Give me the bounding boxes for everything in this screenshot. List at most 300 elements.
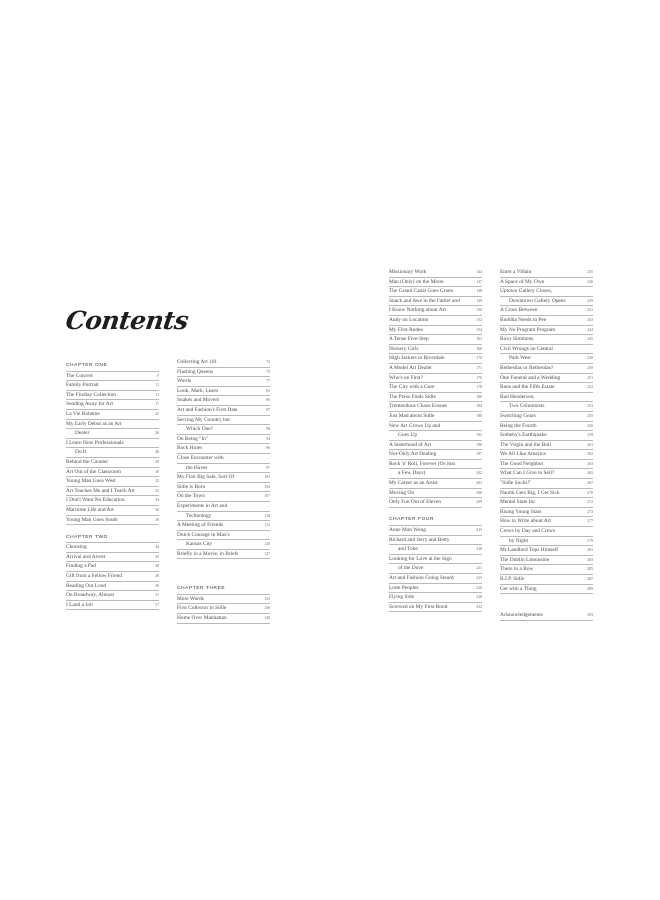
toc-entry bbox=[66, 601, 159, 610]
toc-entry-page: 51 bbox=[155, 593, 159, 598]
toc-entry-page: 28 bbox=[155, 450, 159, 455]
toc-entry-title: Not-Only Art Dealing bbox=[389, 451, 437, 458]
toc-entry-page: 22 bbox=[155, 411, 159, 416]
toc-entry-title: Maritime Life and Art bbox=[66, 506, 114, 513]
toc-entry bbox=[66, 496, 159, 505]
toc-entry bbox=[389, 374, 482, 383]
toc-entry bbox=[389, 297, 482, 306]
toc-entry-page: 239 bbox=[587, 298, 593, 303]
toc-entry bbox=[177, 502, 270, 511]
toc-entry bbox=[389, 479, 482, 488]
toc-entry bbox=[66, 391, 159, 400]
toc-entry bbox=[389, 393, 482, 402]
toc-entry bbox=[389, 364, 482, 373]
toc-entry-page: 209 bbox=[476, 500, 482, 505]
toc-entry bbox=[389, 593, 482, 602]
spacer bbox=[500, 603, 593, 612]
toc-entry-title: Crews by Day and Crews bbox=[500, 528, 556, 535]
toc-entry bbox=[177, 512, 270, 521]
toc-entry-title: Enter a Villain bbox=[500, 269, 532, 275]
toc-entry-title: Dutch Courage in Max's bbox=[177, 531, 230, 538]
toc-entry-page: 29 bbox=[155, 459, 159, 464]
toc-entry-page: 253 bbox=[587, 404, 593, 409]
toc-entry-page: 140 bbox=[264, 616, 270, 621]
toc-entry bbox=[500, 498, 593, 507]
toc-entry-page: 206 bbox=[476, 490, 482, 495]
toc-entry bbox=[389, 278, 482, 287]
toc-entry-title: Rock Holes bbox=[177, 445, 203, 452]
toc-entry-page: 171 bbox=[476, 365, 482, 370]
toc-entry bbox=[177, 473, 270, 482]
toc-entry-title: Words bbox=[177, 378, 191, 385]
toc-entry bbox=[389, 402, 482, 411]
toc-entry-page: 11 bbox=[155, 383, 159, 388]
toc-entry-title: First Collector in Sidle bbox=[177, 605, 227, 612]
toc-entry bbox=[389, 469, 482, 478]
toc-entry bbox=[500, 585, 593, 594]
spacer bbox=[177, 568, 270, 577]
toc-entry-page: 203 bbox=[476, 481, 482, 486]
toc-entry-title: The Press Finds Sidle bbox=[389, 393, 436, 400]
toc-entry-title: Goes Up bbox=[398, 432, 418, 439]
toc-entry bbox=[500, 460, 593, 469]
toc-entry-title: On Broadway, Almost bbox=[66, 592, 115, 599]
toc-entry-title: Young Man Goes West bbox=[66, 478, 116, 485]
toc-entry-page: 17 bbox=[155, 402, 159, 407]
toc-entry bbox=[389, 383, 482, 392]
toc-entry-title: More Words bbox=[177, 595, 204, 602]
toc-entry bbox=[500, 364, 593, 373]
toc-entry bbox=[500, 374, 593, 383]
toc-column-4 bbox=[500, 268, 593, 621]
toc-entry bbox=[177, 492, 270, 501]
toc-entry-page: 252 bbox=[587, 385, 593, 390]
toc-entry bbox=[500, 431, 593, 440]
toc-entry bbox=[500, 441, 593, 450]
toc-entry bbox=[500, 326, 593, 335]
toc-entry-page: 144 bbox=[476, 270, 482, 274]
toc-entry bbox=[389, 536, 482, 545]
toc-entry-page: 228 bbox=[476, 595, 482, 600]
toc-entry bbox=[66, 420, 159, 429]
toc-entry-page: 44 bbox=[155, 545, 159, 550]
toc-entry-title: Mr Landlord Tops Himself bbox=[500, 547, 559, 554]
toc-entry-page: 176 bbox=[476, 375, 482, 380]
toc-entry bbox=[66, 562, 159, 571]
toc-entry-page: 147 bbox=[476, 279, 482, 284]
toc-entry-title: My Early Debut as an Art bbox=[66, 420, 122, 427]
toc-entry bbox=[66, 439, 159, 448]
toc-entry bbox=[66, 516, 159, 525]
toc-entry-page: 184 bbox=[476, 404, 482, 409]
toc-entry-title: Experiments in Art and bbox=[177, 502, 228, 509]
toc-entry-page: 152 bbox=[476, 317, 482, 322]
toc-entry-page: 279 bbox=[587, 538, 593, 543]
toc-entry bbox=[389, 316, 482, 325]
toc-entry bbox=[500, 354, 593, 363]
toc-entry-page: 241 bbox=[587, 308, 593, 313]
toc-entry-page: 36 bbox=[155, 507, 159, 512]
toc-entry bbox=[500, 450, 593, 459]
toc-entry bbox=[66, 429, 159, 438]
toc-entry-page: 90 bbox=[266, 427, 270, 432]
toc-entry-page: 232 bbox=[476, 604, 482, 609]
toc-entry-page: 245 bbox=[587, 337, 593, 342]
toc-entry-title: Do It bbox=[75, 449, 87, 456]
toc-entry-page: 180 bbox=[476, 394, 482, 399]
toc-entry-title: The Dublin Limousine bbox=[500, 556, 550, 563]
toc-entry-page: 262 bbox=[587, 452, 593, 457]
toc-entry-title: Serving My Country but bbox=[177, 416, 230, 423]
row-divider bbox=[177, 623, 270, 624]
toc-entry-title: Which One? bbox=[186, 426, 214, 433]
toc-entry-page: 39 bbox=[155, 517, 159, 522]
toc-entry-title: Sidle is Born bbox=[177, 483, 206, 490]
toc-entry-title: The City with a Cure bbox=[389, 384, 435, 391]
chapter-heading bbox=[389, 516, 482, 525]
toc-entry-title: Being the Fourth bbox=[500, 422, 537, 429]
toc-entry-page: 83 bbox=[266, 388, 270, 393]
toc-entry-page: 267 bbox=[587, 481, 593, 486]
toc-entry bbox=[66, 477, 159, 486]
toc-entry-title: Bad Henderson, bbox=[500, 393, 535, 400]
toc-entry bbox=[500, 306, 593, 315]
toc-entry-page: 270 bbox=[587, 490, 593, 495]
toc-entry bbox=[66, 468, 159, 477]
toc-entry bbox=[500, 508, 593, 517]
chapter-heading-label: CHAPTER FOUR bbox=[389, 517, 435, 523]
toc-entry-title: I Learn How Professionals bbox=[66, 439, 124, 446]
toc-entry bbox=[389, 441, 482, 450]
row-divider bbox=[500, 620, 593, 621]
toc-entry-page: 213 bbox=[476, 528, 482, 533]
toc-entry-title: Flashing Queens bbox=[177, 368, 214, 375]
toc-entry bbox=[389, 306, 482, 315]
toc-entry-page: 112 bbox=[264, 523, 270, 528]
toc-entry-title: Buns and the Fifth Estate bbox=[500, 384, 555, 391]
toc-entry-title: the Haves bbox=[186, 464, 208, 471]
chapter-heading-label: CHAPTER TWO bbox=[66, 534, 108, 540]
toc-entry bbox=[177, 396, 270, 405]
toc-entry-page: 223 bbox=[476, 576, 482, 580]
toc-entry bbox=[389, 450, 482, 459]
toc-entry bbox=[66, 381, 159, 390]
toc-entry bbox=[500, 546, 593, 555]
toc-entry-page: 178 bbox=[476, 385, 482, 390]
spacer bbox=[177, 559, 270, 568]
toc-entry bbox=[389, 603, 482, 612]
toc-entry-title: Acknowledgements bbox=[500, 612, 543, 619]
toc-entry-page: 197 bbox=[476, 452, 482, 457]
toc-entry-title: Reading Out Loud bbox=[66, 582, 107, 589]
toc-entry bbox=[389, 268, 482, 277]
toc-entry-page: 255 bbox=[587, 413, 593, 418]
toc-entry bbox=[389, 354, 482, 363]
toc-entry-title: We All Like America bbox=[500, 451, 546, 458]
toc-entry-page: 196 bbox=[476, 442, 482, 447]
toc-entry-title: Two Columnists bbox=[509, 403, 545, 410]
toc-entry-title: Snack and Awe in the Father and bbox=[389, 297, 460, 304]
toc-entry-title: Buddha Needs to Pee bbox=[500, 316, 547, 323]
toc-entry bbox=[500, 393, 593, 402]
toc-entry-title: La Vie Bohème bbox=[66, 410, 100, 417]
toc-entry-title: Home Over Manhattan bbox=[177, 615, 227, 622]
toc-entry-title: The Concert bbox=[66, 372, 93, 379]
toc-entry-title: My First Big Sale, Sort Of bbox=[177, 474, 235, 481]
toc-entry-title: Kansas City bbox=[186, 541, 213, 548]
toc-entry-page: 9 bbox=[157, 373, 159, 378]
toc-entry bbox=[66, 543, 159, 552]
toc-entry-page: 150 bbox=[476, 308, 482, 313]
toc-entry-page: 48 bbox=[155, 564, 159, 569]
toc-entry bbox=[500, 383, 593, 392]
toc-entry-page: 170 bbox=[476, 356, 482, 361]
toc-entry-title: Screwed on My First Bond bbox=[389, 603, 448, 610]
toc-entry-page: 45 bbox=[155, 554, 159, 559]
toc-entry-page: 248 bbox=[587, 356, 593, 361]
toc-entry bbox=[389, 287, 482, 296]
toc-entry-title: Mental State Inc bbox=[500, 499, 536, 506]
toc-entry bbox=[177, 387, 270, 396]
toc-entry bbox=[389, 498, 482, 507]
toc-entry bbox=[500, 469, 593, 478]
toc-entry-title: Collecting Art 101 bbox=[177, 359, 218, 365]
toc-entry-page: 243 bbox=[587, 317, 593, 322]
toc-entry-page: 250 bbox=[587, 365, 593, 370]
toc-entry-title: Lotte Peoples bbox=[389, 584, 419, 591]
toc-entry bbox=[389, 345, 482, 354]
toc-entry-title: Choosing bbox=[66, 544, 87, 551]
toc-entry-title: New Art Grows Up and bbox=[389, 422, 441, 429]
toc-entry-page: 192 bbox=[476, 433, 482, 438]
toc-entry-title: Briefly in a Movie, in Briefs bbox=[177, 550, 239, 557]
toc-entry-title: A Cross Between bbox=[500, 307, 538, 314]
toc-entry-title: a Few Days) bbox=[398, 470, 426, 477]
toc-entry bbox=[500, 565, 593, 574]
toc-entry bbox=[177, 406, 270, 415]
toc-entry-page: 251 bbox=[587, 375, 593, 380]
toc-entry bbox=[66, 448, 159, 457]
toc-entry-page: 226 bbox=[476, 585, 482, 590]
toc-entry-title: The Virgin and the Bull bbox=[500, 441, 551, 448]
toc-entry-title: What Can I Give to Sell? bbox=[500, 470, 555, 477]
toc-entry-title: by Night bbox=[509, 537, 529, 544]
toc-entry-page: 166 bbox=[476, 346, 482, 351]
toc-entry bbox=[500, 412, 593, 421]
toc-entry-page: 26 bbox=[155, 431, 159, 436]
spacer bbox=[500, 594, 593, 603]
toc-entry-title: Civil Wrongs on Central bbox=[500, 345, 553, 352]
toc-entry bbox=[177, 416, 270, 425]
toc-entry bbox=[66, 400, 159, 409]
toc-entry-title: Art and Fashion's First Date bbox=[177, 406, 238, 413]
toc-entry-title: A Sisterhood of Art bbox=[389, 441, 432, 448]
toc-entry-title: Look, Mark, Learn bbox=[177, 387, 219, 394]
toc-entry-page: 87 bbox=[266, 407, 270, 412]
toc-entry-title: Young Man Goes South bbox=[66, 516, 118, 523]
toc-entry bbox=[177, 550, 270, 559]
toc-entry-title: A Space of My Own bbox=[500, 278, 545, 285]
toc-entry-page: 103 bbox=[264, 475, 270, 480]
toc-entry-title: Missionary Work bbox=[389, 269, 427, 275]
chapter-heading-label: CHAPTER ONE bbox=[66, 363, 108, 368]
toc-entry-title: On the Town bbox=[177, 493, 205, 500]
toc-entry bbox=[66, 458, 159, 467]
toc-entry-page: 94 bbox=[266, 436, 270, 441]
toc-entry-title: How to Write about Art bbox=[500, 518, 551, 525]
page-title: Contents bbox=[63, 306, 191, 335]
toc-entry bbox=[500, 335, 593, 344]
toc-entry-page: 287 bbox=[587, 577, 593, 581]
toc-entry-title: On Being "In" bbox=[177, 435, 209, 442]
toc-entry-page: 259 bbox=[587, 433, 593, 438]
toc-entry-title: Andy on Location bbox=[389, 316, 429, 323]
toc-entry-title: I Don't Want No Education bbox=[66, 497, 125, 504]
toc-entry-page: 293 bbox=[587, 613, 593, 618]
toc-entry-page: 149 bbox=[476, 298, 482, 303]
toc-entry-page: 34 bbox=[155, 498, 159, 503]
toc-entry-title: Man (Only) on the Moon bbox=[389, 278, 444, 285]
toc-entry-title: Get with a Thing bbox=[500, 585, 537, 592]
toc-entry-page: 97 bbox=[266, 465, 270, 470]
toc-entry bbox=[389, 460, 482, 469]
toc-entry-title: The Good Neighbor bbox=[500, 460, 544, 467]
toc-entry bbox=[500, 402, 593, 411]
toc-entry-page: 202 bbox=[476, 471, 482, 476]
toc-entry-title: Gift from a Fellow Friend bbox=[66, 573, 122, 580]
toc-entry-title: The Findlay Collection bbox=[66, 391, 117, 398]
toc-entry bbox=[500, 287, 593, 296]
toc-entry bbox=[66, 582, 159, 591]
toc-entry-page: 283 bbox=[587, 557, 593, 562]
toc-entry bbox=[389, 555, 482, 564]
toc-entry-page: 120 bbox=[264, 542, 270, 547]
toc-entry bbox=[66, 372, 159, 381]
toc-entry-title: Art Out of the Classroom bbox=[66, 468, 121, 475]
toc-entry-page: 30 bbox=[155, 469, 159, 474]
toc-entry-page: 285 bbox=[587, 567, 593, 572]
toc-entry bbox=[177, 604, 270, 613]
toc-entry-page: 289 bbox=[587, 586, 593, 591]
toc-entry-title: High Jackets in Riverdale bbox=[389, 355, 445, 362]
toc-entry-title: Sending Away for Art bbox=[66, 401, 113, 408]
toc-entry-title: "Sidle Sucks!" bbox=[500, 480, 532, 487]
toc-entry-page: 11 bbox=[155, 392, 159, 397]
toc-entry-title: Uptown Gallery Closes, bbox=[500, 288, 552, 295]
toc-entry-title: Anne Man Wong bbox=[389, 527, 426, 534]
toc-entry-title: Rock 'n' Roll, Forever (Or Just bbox=[389, 460, 456, 467]
toc-entry bbox=[66, 591, 159, 600]
toc-entry-title: Close Encounter with bbox=[177, 454, 224, 461]
toc-entry-page: 136 bbox=[264, 606, 270, 611]
toc-entry-title: Tremendous Chaos Ensues bbox=[389, 403, 448, 410]
toc-entry bbox=[66, 487, 159, 496]
toc-entry bbox=[500, 278, 593, 287]
toc-entry bbox=[177, 454, 270, 463]
toc-entry bbox=[389, 545, 482, 554]
toc-entry bbox=[177, 483, 270, 492]
toc-entry-page: 188 bbox=[476, 413, 482, 418]
toc-entry bbox=[389, 326, 482, 335]
toc-entry-page: 86 bbox=[266, 398, 270, 403]
toc-entry-page: 75 bbox=[266, 369, 270, 374]
chapter-heading bbox=[66, 534, 159, 543]
toc-entry bbox=[500, 611, 593, 620]
toc-entry-page: 277 bbox=[587, 519, 593, 524]
toc-entry-page: 244 bbox=[587, 327, 593, 332]
toc-entry-title: and Tobe bbox=[398, 546, 418, 553]
toc-entry-page: 281 bbox=[587, 548, 593, 553]
toc-entry bbox=[500, 556, 593, 565]
toc-entry-title: A Meeting of Friends bbox=[177, 522, 224, 529]
toc-entry-page: 263 bbox=[587, 461, 593, 466]
toc-column-1 bbox=[66, 362, 159, 610]
toc-entry-page: 163 bbox=[476, 337, 482, 342]
toc-entry-page: 96 bbox=[266, 446, 270, 451]
toc-entry-title: Dealer bbox=[75, 430, 90, 437]
toc-entry-page: 127 bbox=[264, 551, 270, 556]
toc-entry-title: Family Portrait bbox=[66, 382, 99, 389]
toc-entry-title: Switching Gears bbox=[500, 412, 536, 419]
toc-entry-page: 57 bbox=[155, 602, 159, 607]
toc-entry-page: 32 bbox=[155, 479, 159, 484]
toc-entry-title: Sotheby's Earthquake bbox=[500, 432, 547, 439]
toc-entry-title: Bethesdas or Bethesdas? bbox=[500, 364, 554, 371]
toc-entry bbox=[500, 422, 593, 431]
toc-entry-title: Moving On bbox=[389, 489, 415, 496]
toc-entry-title: My No Program Program bbox=[500, 326, 556, 333]
toc-entry bbox=[500, 537, 593, 546]
toc-entry-title: My First Rodeo bbox=[389, 326, 424, 333]
toc-entry bbox=[500, 527, 593, 536]
toc-entry bbox=[177, 444, 270, 453]
toc-entry-page: 110 bbox=[264, 513, 270, 518]
toc-entry-page: 132 bbox=[264, 596, 270, 601]
toc-entry-title: Snakes and Movers bbox=[177, 397, 220, 404]
toc-entry bbox=[66, 410, 159, 419]
toc-entry-title: Arrival and Arrest bbox=[66, 553, 106, 560]
spacer bbox=[66, 525, 159, 534]
toc-entry-title: Park West bbox=[509, 355, 531, 362]
toc-entry-title: Art and Fashion Going Steady bbox=[389, 575, 455, 581]
toc-entry bbox=[389, 431, 482, 440]
toc-entry bbox=[66, 572, 159, 581]
chapter-heading bbox=[177, 585, 270, 594]
row-divider bbox=[389, 611, 482, 612]
toc-entry-title: Who's on First? bbox=[389, 374, 423, 381]
toc-entry-page: 77 bbox=[266, 379, 270, 384]
chapter-heading-label: CHAPTER THREE bbox=[177, 586, 226, 592]
toc-entry-title: Naomi Gets Big, I Get Sick bbox=[500, 489, 560, 496]
spacer bbox=[177, 577, 270, 586]
toc-entry bbox=[177, 521, 270, 530]
toc-entry-title: Technology bbox=[186, 512, 212, 519]
toc-entry-title: One Funeral and a Wedding bbox=[500, 374, 561, 381]
toc-entry-title: Behind the Counter bbox=[66, 458, 109, 465]
toc-entry-page: 73 bbox=[266, 360, 270, 364]
toc-entry bbox=[177, 614, 270, 623]
toc-entry-title: The Grand Canal Goes Green bbox=[389, 288, 454, 295]
toc-entry-title: Flying Side bbox=[389, 594, 415, 601]
toc-entry-title: There in a Row bbox=[500, 566, 534, 573]
toc-entry bbox=[177, 377, 270, 386]
toc-entry bbox=[500, 316, 593, 325]
toc-entry-title: Rising Young Stars bbox=[500, 508, 542, 515]
toc-entry bbox=[177, 435, 270, 444]
toc-entry-title: Art Teaches Me and I Teach Art bbox=[66, 487, 135, 494]
toc-entry bbox=[389, 422, 482, 431]
toc-entry-page: 272 bbox=[587, 500, 593, 505]
